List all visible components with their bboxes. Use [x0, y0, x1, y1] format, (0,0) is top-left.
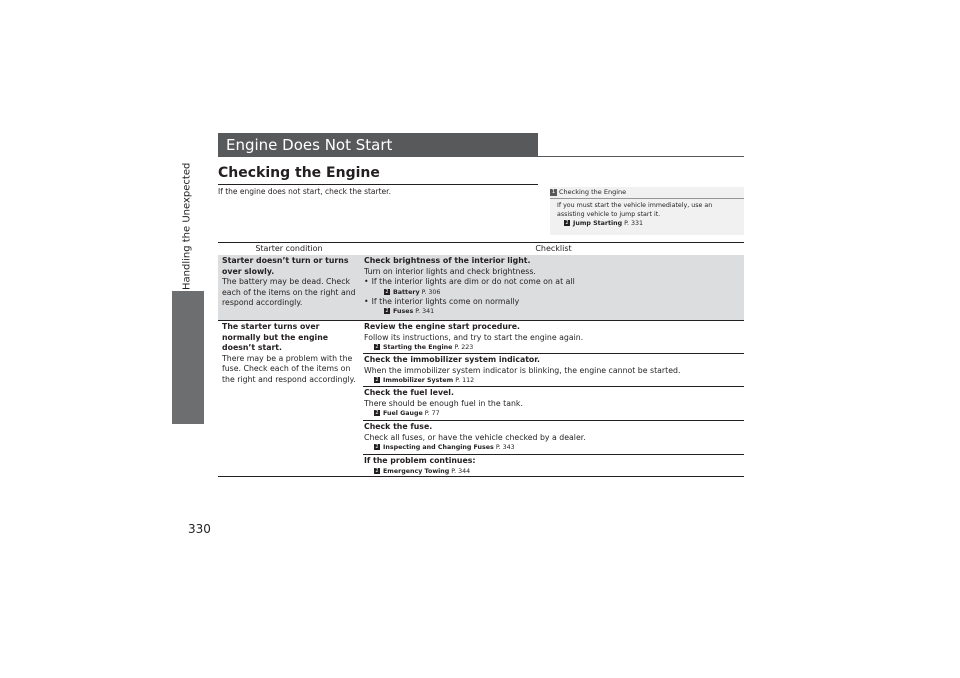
- section-rule: [538, 156, 744, 157]
- note-marker-icon: 1: [551, 188, 556, 195]
- xref-page: P. 331: [624, 220, 644, 227]
- xref-title: Battery: [393, 288, 420, 296]
- check-text: There should be enough fuel in the tank.: [364, 398, 523, 408]
- xref-emergency-towing[interactable]: [364, 467, 742, 476]
- xref-arrow-icon: 2: [385, 308, 389, 314]
- xref-arrow-icon: 2: [385, 288, 389, 295]
- xref-fuel-gauge[interactable]: [364, 409, 742, 418]
- check-item: [364, 388, 742, 418]
- page-number: 330: [188, 522, 211, 536]
- sidebar-chapter-label: Handling the Unexpected: [181, 162, 193, 290]
- section-title: Engine Does Not Start: [218, 133, 538, 157]
- xref-title: Fuel Gauge: [383, 410, 423, 417]
- xref-immobilizer[interactable]: [364, 376, 742, 385]
- row-divider: [363, 353, 744, 354]
- row-divider: [363, 454, 744, 455]
- check-title: Check the fuel level.: [364, 388, 454, 397]
- xref-page: P. 77: [424, 410, 440, 417]
- check-item: [364, 355, 742, 385]
- side-note-text: If you must start the vehicle immediately, use an assisting vehicle to jump start it.: [557, 202, 713, 218]
- xref-title: Starting the Engine: [383, 344, 453, 351]
- xref-jump-starting[interactable]: [557, 219, 741, 228]
- xref-inspecting-fuses[interactable]: [364, 443, 742, 452]
- xref-page: P. 223: [454, 344, 474, 351]
- side-note-body: [557, 201, 741, 228]
- check-title: Check brightness of the interior light.: [364, 256, 531, 265]
- xref-arrow-icon: 2: [375, 467, 379, 474]
- row-divider: [363, 386, 744, 387]
- xref-title: Fuses: [393, 308, 414, 315]
- row1-condition-title: Starter doesn’t turn or turns over slowly.: [222, 256, 349, 276]
- xref-fuses[interactable]: [364, 307, 742, 316]
- column-header-condition: Starter condition: [255, 244, 323, 253]
- check-title: Review the engine start procedure.: [364, 322, 521, 331]
- xref-page: P. 341: [415, 308, 435, 315]
- check-text: Turn on interior lights and check brightness.: [364, 266, 536, 276]
- bullet-item: • If the interior lights are dim or do not come on at all: [364, 277, 742, 288]
- xref-page: P. 344: [451, 467, 471, 475]
- row2-condition: [222, 322, 358, 385]
- xref-arrow-icon: 2: [375, 377, 379, 383]
- xref-arrow-icon: 2: [375, 410, 379, 416]
- side-note-header: [550, 187, 744, 199]
- check-item: [364, 322, 742, 352]
- row-divider: [363, 420, 744, 421]
- xref-arrow-icon: 2: [375, 444, 379, 450]
- column-header-checklist: Checklist: [535, 244, 572, 253]
- row1-condition: [222, 256, 358, 309]
- xref-arrow-icon: 2: [565, 220, 569, 226]
- xref-title: Immobilizer System: [383, 377, 454, 384]
- xref-arrow-icon: 2: [375, 344, 379, 350]
- check-item: [364, 456, 742, 476]
- intro-text: If the engine does not start, check the starter.: [218, 187, 391, 196]
- check-title: Check the immobilizer system indicator.: [364, 355, 540, 364]
- heading-rule: [218, 184, 538, 185]
- chapter-tab: [172, 291, 204, 424]
- row1-condition-text: The battery may be dead. Check each of the items on the right and respond accordingly.: [222, 277, 356, 307]
- check-text: Follow its instructions, and try to start the engine again.: [364, 332, 584, 342]
- xref-page: P. 306: [421, 288, 441, 296]
- xref-title: Jump Starting: [573, 220, 623, 227]
- row1-checklist: [364, 256, 742, 316]
- check-title: If the problem continues:: [364, 456, 476, 465]
- check-text: Check all fuses, or have the vehicle checked by a dealer.: [364, 432, 586, 442]
- table-header: [218, 242, 744, 256]
- row2-condition-title: The starter turns over normally but the engine doesn’t start.: [222, 322, 329, 352]
- check-item: [364, 422, 742, 452]
- row2-condition-text: There may be a problem with the fuse. Check each of the items on the right and respond accordingly.: [222, 353, 356, 384]
- table-bottom-rule: [218, 476, 744, 477]
- side-note-title: Checking the Engine: [559, 188, 627, 196]
- xref-battery[interactable]: [364, 288, 742, 297]
- xref-title: Emergency Towing: [383, 467, 450, 475]
- xref-page: P. 112: [455, 377, 475, 384]
- check-text: When the immobilizer system indicator is blinking, the engine cannot be started.: [364, 365, 681, 375]
- xref-page: P. 343: [495, 444, 515, 451]
- page-heading: Checking the Engine: [218, 165, 380, 181]
- xref-starting-engine[interactable]: [364, 343, 742, 352]
- side-note: [550, 187, 744, 235]
- check-title: Check the fuse.: [364, 422, 433, 431]
- xref-title: Inspecting and Changing Fuses: [383, 444, 494, 451]
- bullet-item: • If the interior lights come on normally: [364, 297, 742, 308]
